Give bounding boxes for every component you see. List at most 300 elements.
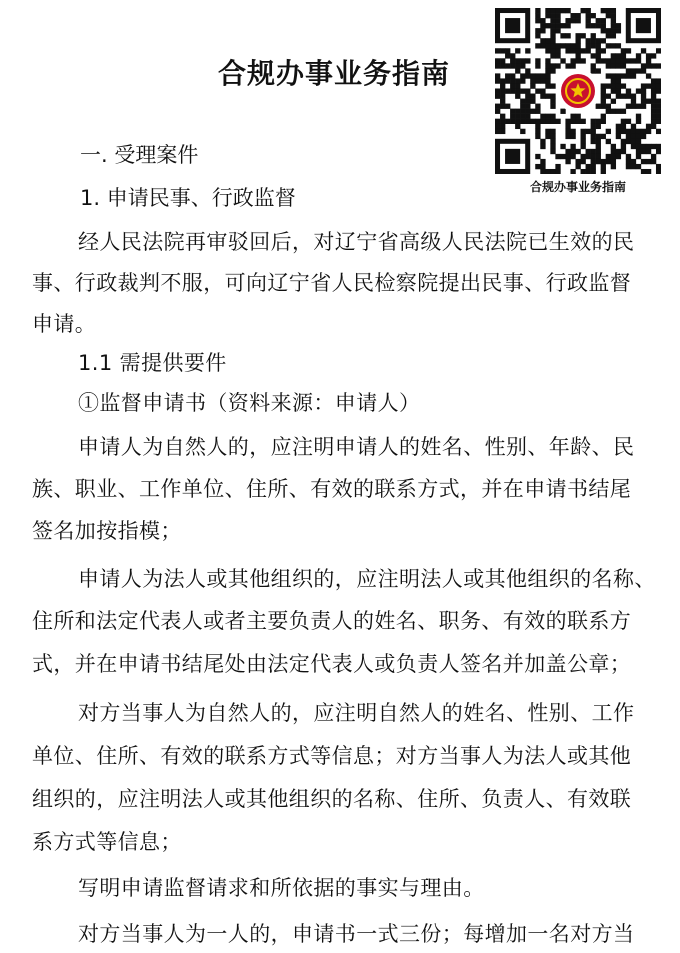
qr-module (641, 134, 646, 139)
qr-module (535, 88, 540, 93)
qr-module (611, 53, 616, 58)
qr-module (500, 104, 505, 109)
qr-module (586, 38, 591, 43)
qr-module (616, 23, 621, 28)
qr-module (591, 169, 596, 174)
qr-module (535, 13, 540, 18)
qr-module (535, 43, 540, 48)
qr-module (515, 83, 520, 88)
qr-module (535, 134, 540, 139)
qr-module (611, 78, 616, 83)
qr-module (646, 149, 651, 154)
qr-module (616, 73, 621, 78)
paragraph-line: 对方当事人为自然人的，应注明自然人的姓名、性别、工作 (78, 701, 635, 725)
qr-module (540, 114, 545, 119)
qr-module (596, 154, 601, 159)
qr-module (560, 144, 565, 149)
qr-module (565, 33, 570, 38)
qr-module (586, 154, 591, 159)
qr-module (641, 88, 646, 93)
qr-module (611, 154, 616, 159)
qr-module (581, 144, 586, 149)
qr-module (515, 119, 520, 124)
qr-module (545, 43, 550, 48)
qr-module (601, 164, 606, 169)
qr-module (616, 28, 621, 33)
qr-module (545, 119, 550, 124)
qr-module (550, 99, 555, 104)
qr-module (495, 63, 500, 68)
qr-module (611, 99, 616, 104)
qr-module (505, 104, 510, 109)
qr-module (565, 63, 570, 68)
qr-module (611, 43, 616, 48)
qr-module (641, 144, 646, 149)
qr-module (555, 28, 560, 33)
qr-module (626, 94, 631, 99)
qr-module (616, 88, 621, 93)
paragraph-line: 组织的，应注明法人或其他组织的名称、住所、负责人、有效联 (32, 787, 632, 811)
qr-module (596, 43, 601, 48)
qr-module (530, 109, 535, 114)
qr-module (591, 164, 596, 169)
qr-module (515, 88, 520, 93)
qr-module (550, 169, 555, 174)
qr-module (651, 144, 656, 149)
qr-module (505, 78, 510, 83)
qr-module (515, 109, 520, 114)
qr-module (621, 129, 626, 134)
qr-module (651, 63, 656, 68)
qr-module (596, 139, 601, 144)
qr-module (591, 43, 596, 48)
qr-module (631, 129, 636, 134)
qr-module (540, 78, 545, 83)
qr-module (550, 94, 555, 99)
qr-module (545, 169, 550, 174)
qr-module (500, 119, 505, 124)
qr-module (641, 68, 646, 73)
qr-module (656, 119, 661, 124)
qr-module (591, 124, 596, 129)
qr-module (510, 83, 515, 88)
qr-module (601, 28, 606, 33)
qr-module (641, 129, 646, 134)
qr-module (611, 73, 616, 78)
qr-module (550, 83, 555, 88)
qr-module (631, 73, 636, 78)
qr-module (535, 154, 540, 159)
qr-module (570, 43, 575, 48)
qr-module (606, 13, 611, 18)
qr-module (525, 58, 530, 63)
qr-module (545, 48, 550, 53)
qr-module (530, 94, 535, 99)
paragraph-line: 式，并在申请书结尾处由法定代表人或负责人签名并加盖公章； (32, 652, 632, 676)
qr-module (626, 68, 631, 73)
qr-module (550, 144, 555, 149)
qr-module (631, 94, 636, 99)
qr-module (500, 129, 505, 134)
qr-module (621, 144, 626, 149)
qr-module (581, 8, 586, 13)
qr-module (545, 73, 550, 78)
qr-finder-pattern (505, 18, 520, 33)
qr-module (560, 8, 565, 13)
qr-module (626, 164, 631, 169)
qr-module (570, 149, 575, 154)
qr-module (626, 139, 631, 144)
paragraph-line: 系方式等信息； (32, 830, 182, 854)
qr-module (626, 154, 631, 159)
qr-module (515, 63, 520, 68)
qr-module (631, 68, 636, 73)
qr-module (520, 104, 525, 109)
qr-module (601, 23, 606, 28)
qr-module (510, 88, 515, 93)
qr-module (535, 124, 540, 129)
qr-module (555, 13, 560, 18)
qr-module (641, 169, 646, 174)
qr-module (565, 154, 570, 159)
qr-module (515, 114, 520, 119)
qr-module (591, 23, 596, 28)
qr-module (641, 63, 646, 68)
page-title: 合规办事业务指南 (218, 57, 451, 90)
qr-module (525, 48, 530, 53)
qr-module (535, 18, 540, 23)
qr-module (636, 154, 641, 159)
qr-module (545, 8, 550, 13)
qr-module (540, 18, 545, 23)
qr-module (646, 63, 651, 68)
qr-module (525, 99, 530, 104)
qr-module (550, 63, 555, 68)
qr-module (525, 68, 530, 73)
qr-module (555, 154, 560, 159)
paragraph-line: 对方当事人为一人的，申请书一式三份；每增加一名对方当 (78, 922, 635, 946)
qr-module (586, 129, 591, 134)
qr-module (596, 23, 601, 28)
qr-module (540, 88, 545, 93)
qr-module (555, 23, 560, 28)
qr-module (560, 109, 565, 114)
qr-module (525, 104, 530, 109)
qr-module (581, 58, 586, 63)
qr-module (495, 109, 500, 114)
qr-module (601, 88, 606, 93)
qr-module (596, 48, 601, 53)
qr-module (616, 63, 621, 68)
qr-module (565, 23, 570, 28)
qr-module (575, 38, 580, 43)
qr-module (651, 104, 656, 109)
qr-module (591, 38, 596, 43)
qr-module (621, 149, 626, 154)
qr-module (646, 169, 651, 174)
qr-module (631, 124, 636, 129)
qr-module (510, 63, 515, 68)
qr-module (555, 43, 560, 48)
qr-module (565, 134, 570, 139)
qr-module (540, 73, 545, 78)
qr-module (570, 134, 575, 139)
qr-module (601, 94, 606, 99)
qr-module (550, 114, 555, 119)
qr-module (596, 18, 601, 23)
qr-module (550, 33, 555, 38)
qr-module (545, 58, 550, 63)
qr-module (535, 78, 540, 83)
qr-module (626, 134, 631, 139)
qr-module (530, 78, 535, 83)
qr-module (495, 124, 500, 129)
qr-module (596, 159, 601, 164)
qr-module (616, 124, 621, 129)
qr-module (601, 159, 606, 164)
qr-module (565, 159, 570, 164)
qr-module (601, 48, 606, 53)
qr-module (520, 114, 525, 119)
qr-module (651, 114, 656, 119)
qr-module (616, 94, 621, 99)
qr-module (540, 159, 545, 164)
paragraph-line: 申请人为法人或其他组织的，应注明法人或其他组织的名称、 (78, 567, 656, 591)
qr-module (545, 134, 550, 139)
qr-module (510, 78, 515, 83)
qr-module (646, 124, 651, 129)
qr-module (591, 154, 596, 159)
qr-finder-pattern (505, 149, 520, 164)
qr-module (550, 119, 555, 124)
qr-module (565, 43, 570, 48)
qr-module (596, 53, 601, 58)
qr-module (570, 119, 575, 124)
qr-module (606, 139, 611, 144)
qr-module (651, 159, 656, 164)
qr-module (651, 53, 656, 58)
qr-module (636, 164, 641, 169)
qr-module (641, 99, 646, 104)
qr-module (656, 78, 661, 83)
qr-module (611, 88, 616, 93)
qr-module (505, 88, 510, 93)
qr-module (565, 129, 570, 134)
qr-module (555, 164, 560, 169)
qr-module (540, 164, 545, 169)
qr-module (530, 73, 535, 78)
qr-module (636, 134, 641, 139)
qr-module (586, 18, 591, 23)
qr-module (636, 53, 641, 58)
qr-module (515, 124, 520, 129)
qr-module (646, 144, 651, 149)
qr-module (616, 109, 621, 114)
qr-module (575, 48, 580, 53)
qr-module (550, 8, 555, 13)
qr-module (591, 53, 596, 58)
section-heading: 一. 受理案件 (80, 143, 199, 167)
qr-module (636, 139, 641, 144)
qr-module (616, 83, 621, 88)
qr-module (651, 83, 656, 88)
qr-module (646, 83, 651, 88)
qr-module (520, 63, 525, 68)
qr-module (636, 149, 641, 154)
qr-module (641, 94, 646, 99)
qr-module (570, 58, 575, 63)
qr-module (581, 134, 586, 139)
qr-module (601, 169, 606, 174)
qr-module (651, 88, 656, 93)
qr-module (656, 149, 661, 154)
qr-module (611, 18, 616, 23)
qr-module (515, 48, 520, 53)
qr-module (545, 78, 550, 83)
qr-module (631, 99, 636, 104)
qr-module (596, 149, 601, 154)
qr-module (631, 164, 636, 169)
qr-module (586, 43, 591, 48)
list-item: ①监督申请书（资料来源：申请人） (78, 391, 421, 415)
qr-module (596, 124, 601, 129)
qr-module (535, 104, 540, 109)
qr-module (656, 83, 661, 88)
qr-module (575, 33, 580, 38)
paragraph-line: 申请人为自然人的，应注明申请人的姓名、性别、年龄、民 (78, 435, 635, 459)
qr-module (535, 129, 540, 134)
qr-module (555, 53, 560, 58)
qr-module (621, 109, 626, 114)
qr-module (601, 18, 606, 23)
qr-module (616, 149, 621, 154)
qr-module (560, 43, 565, 48)
qr-module (586, 8, 591, 13)
qr-module (535, 8, 540, 13)
qr-module (550, 139, 555, 144)
qr-module (540, 94, 545, 99)
qr-module (611, 159, 616, 164)
qr-module (505, 53, 510, 58)
qr-module (555, 48, 560, 53)
qr-module (621, 139, 626, 144)
qr-module (565, 8, 570, 13)
qr-module (646, 99, 651, 104)
qr-module (500, 63, 505, 68)
qr-module (631, 58, 636, 63)
qr-module (505, 73, 510, 78)
qr-module (646, 159, 651, 164)
qr-module (646, 73, 651, 78)
qr-module (575, 114, 580, 119)
qr-module (550, 129, 555, 134)
qr-module (656, 63, 661, 68)
qr-module (611, 13, 616, 18)
qr-module (581, 154, 586, 159)
qr-module (656, 104, 661, 109)
qr-module (525, 88, 530, 93)
qr-module (500, 48, 505, 53)
qr-module (555, 18, 560, 23)
qr-module (606, 83, 611, 88)
qr-module (495, 129, 500, 134)
qr-module (636, 88, 641, 93)
qr-module (495, 88, 500, 93)
qr-module (500, 88, 505, 93)
qr-module (636, 114, 641, 119)
qr-module (611, 28, 616, 33)
paragraph-line: 单位、住所、有效的联系方式等信息；对方当事人为法人或其他 (32, 744, 632, 768)
qr-module (535, 28, 540, 33)
qr-module (656, 169, 661, 174)
qr-module (550, 38, 555, 43)
qr-module (606, 154, 611, 159)
qr-code-graphic (495, 8, 661, 174)
qr-module (495, 119, 500, 124)
qr-module (570, 129, 575, 134)
qr-caption: 合规办事业务指南 (529, 180, 626, 194)
qr-module (606, 104, 611, 109)
qr-module (601, 104, 606, 109)
paragraph-line: 签名加按指模； (32, 519, 182, 543)
qr-module (520, 129, 525, 134)
qr-module (606, 63, 611, 68)
qr-module (616, 129, 621, 134)
qr-module (581, 33, 586, 38)
qr-module (596, 38, 601, 43)
qr-module (616, 134, 621, 139)
qr-module (510, 58, 515, 63)
qr-module (525, 73, 530, 78)
qr-module (651, 119, 656, 124)
qr-module (525, 114, 530, 119)
qr-module (606, 159, 611, 164)
qr-module (586, 164, 591, 169)
qr-module (520, 88, 525, 93)
qr-module (570, 114, 575, 119)
qr-module (601, 99, 606, 104)
qr-module (500, 78, 505, 83)
qr-module (631, 159, 636, 164)
qr-module (581, 119, 586, 124)
qr-module (621, 83, 626, 88)
qr-module (520, 78, 525, 83)
qr-module (510, 73, 515, 78)
qr-module (596, 134, 601, 139)
qr-code-icon (495, 8, 661, 174)
qr-module (520, 119, 525, 124)
qr-module (591, 149, 596, 154)
qr-module (535, 58, 540, 63)
qr-module (530, 99, 535, 104)
qr-module (641, 83, 646, 88)
qr-module (641, 159, 646, 164)
qr-module (651, 124, 656, 129)
paragraph-line: 事、行政裁判不服，可向辽宁省人民检察院提出民事、行政监督 (32, 271, 632, 295)
qr-module (601, 134, 606, 139)
qr-module (525, 94, 530, 99)
qr-module (530, 83, 535, 88)
qr-module (626, 73, 631, 78)
qr-module (611, 23, 616, 28)
qr-module (575, 13, 580, 18)
qr-module (586, 169, 591, 174)
qr-module (545, 114, 550, 119)
qr-module (575, 149, 580, 154)
qr-module (616, 53, 621, 58)
qr-module (535, 109, 540, 114)
qr-module (550, 104, 555, 109)
